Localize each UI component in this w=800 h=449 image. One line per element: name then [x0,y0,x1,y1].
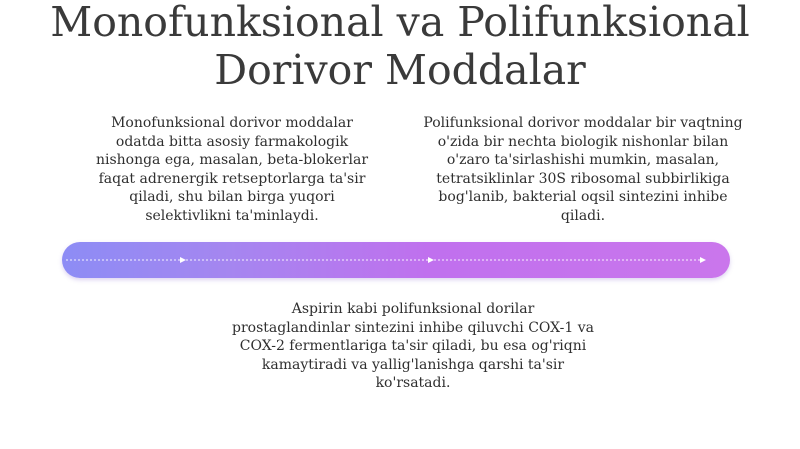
arrow-right-icon [428,257,434,263]
arrow-right-icon [700,257,706,263]
timeline-arrows [62,242,730,278]
arrow-right-icon [180,257,186,263]
monofunctional-description: Monofunksional dorivor moddalar odatda bitta asosiy farmakologik nishonga ega, masalan, beta-blokerlar faqat adrenergik retseptorlarga ta'sir qiladi, shu bilan birga yuqori selektivlikni ta'minlaydi. [95,115,369,224]
page-title: Monofunksional va Polifunksional Dorivor Moddalar [50,0,750,94]
polyfunctional-description: Polifunksional dorivor moddalar bir vaqtning o'zida bir nechta biologik nishonlar bilan o'zaro ta'sirlashishi mumkin, masalan, tetratsiklinlar 30S ribosomal subbirlikiga bog'lanib, bakterial oqsil sintezini inhibe qiladi. [423,115,743,224]
aspirin-description: Aspirin kabi polifunksional dorilar prostaglandinlar sintezini inhibe qiluvchi COX-1 va COX-2 fermentlariga ta'sir qiladi, bu esa og'riqni kamaytiradi va yallig'lanishga qarshi ta'sir ko'rsatadi. [232,301,594,391]
gradient-timeline-bar [62,242,730,278]
